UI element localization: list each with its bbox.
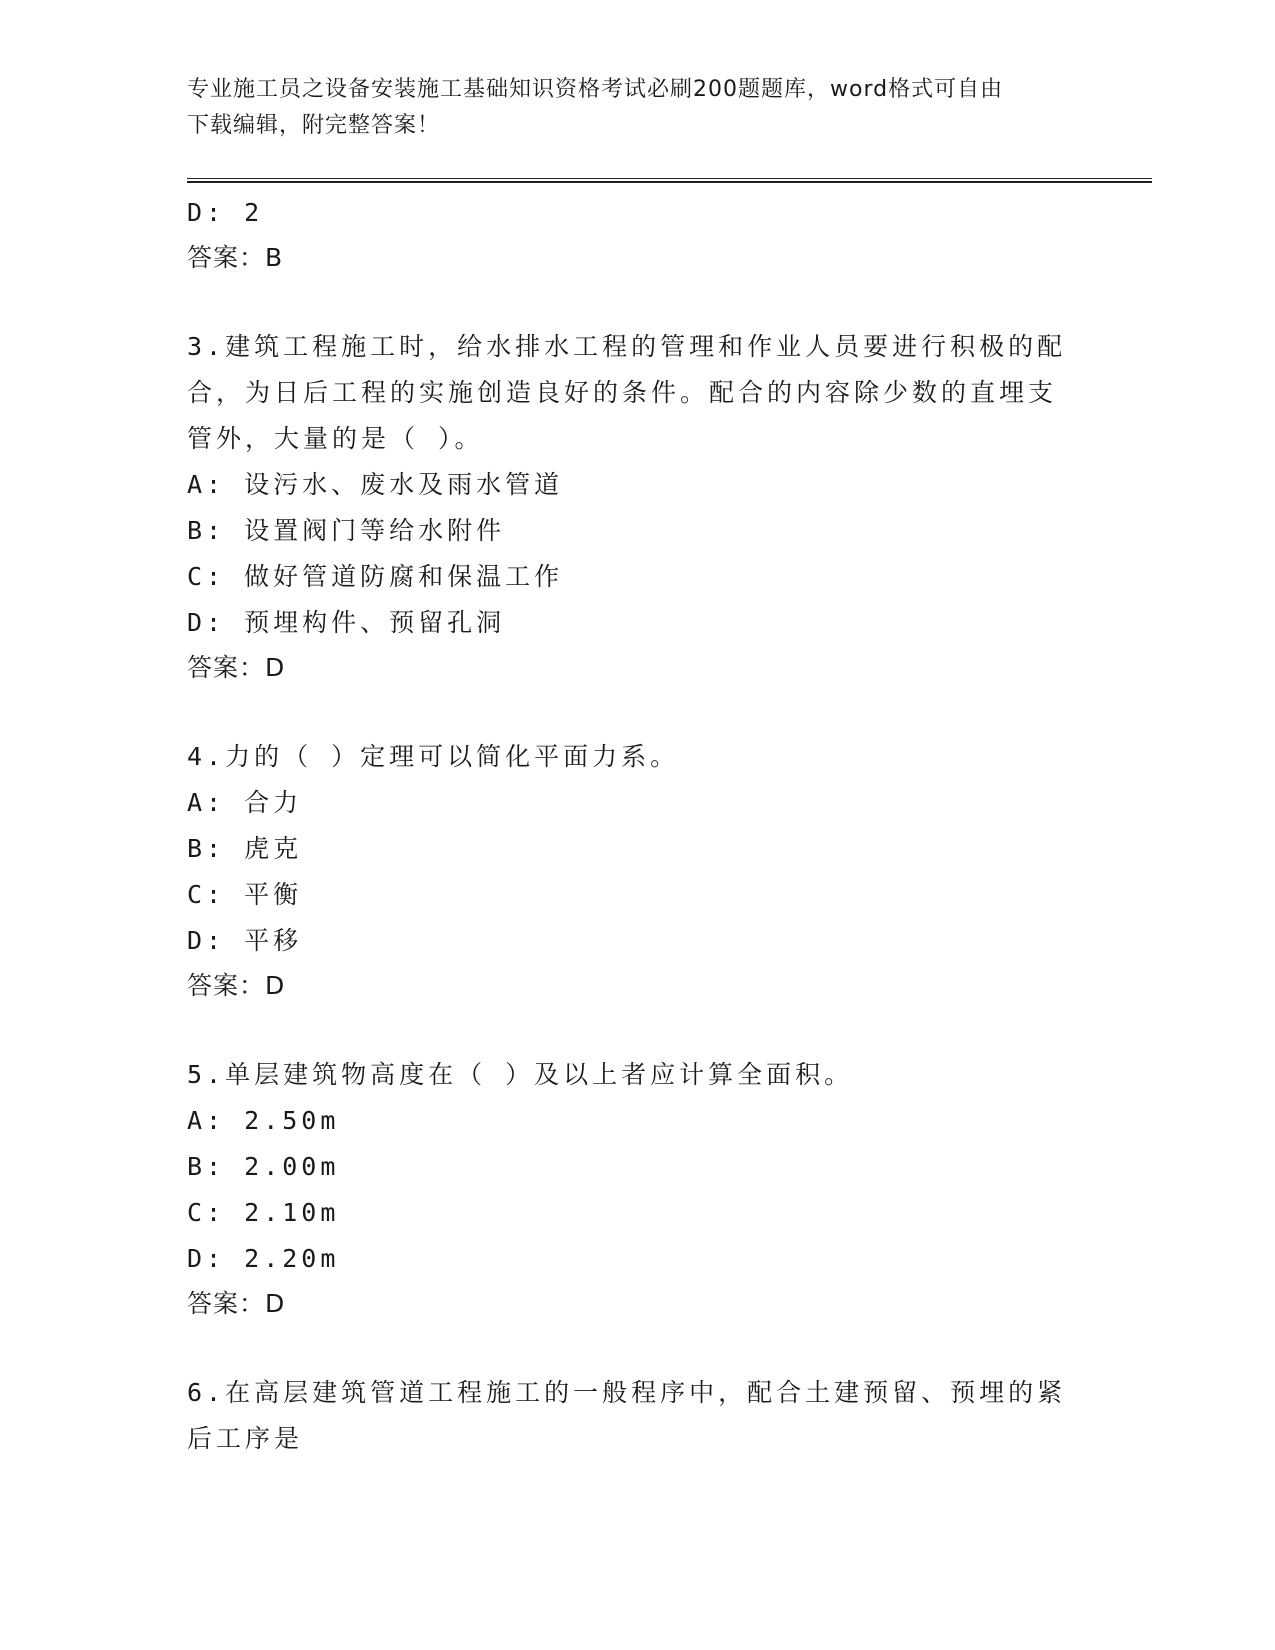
- q3-option-b: B: 设置阀门等给水附件: [187, 516, 506, 545]
- q5-option-b: B: 2.00m: [187, 1152, 340, 1181]
- q4-option-d: D: 平移: [187, 926, 303, 955]
- spacer: [187, 1326, 1067, 1370]
- q6-stem: [187, 1370, 1067, 1462]
- q2-answer: 答案：B: [187, 243, 284, 272]
- q4-option-c: C: 平衡: [187, 880, 303, 909]
- header-divider: [187, 178, 1152, 183]
- q3-stem-line-1: 3.建筑工程施工时，给水排水工程的管理和作业人员要进行积极的配: [187, 332, 1067, 361]
- header-line-2: 下载编辑，附完整答案！: [187, 113, 441, 138]
- q3-stem-line-3: 管外，大量的是（ ）。: [187, 424, 484, 453]
- q2-option-d: D: 2: [187, 198, 264, 227]
- spacer: [187, 690, 1067, 734]
- q5-option-c: C: 2.10m: [187, 1198, 340, 1227]
- q5-stem: 5.单层建筑物高度在（ ）及以上者应计算全面积。: [187, 1060, 854, 1089]
- q6-stem-line-1: 6.在高层建筑管道工程施工的一般程序中，配合土建预留、预埋的紧: [187, 1378, 1067, 1407]
- q4-option-b: B: 虎克: [187, 834, 303, 863]
- spacer: [187, 280, 1067, 324]
- q3-option-c: C: 做好管道防腐和保温工作: [187, 562, 564, 591]
- q3-option-a: A: 设污水、废水及雨水管道: [187, 470, 564, 499]
- q5-option-a: A: 2.50m: [187, 1106, 340, 1135]
- q4-answer: 答案：D: [187, 971, 286, 1000]
- q3-stem-line-2: 合，为日后工程的实施创造良好的条件。配合的内容除少数的直埋支: [187, 378, 1058, 407]
- q3-stem: [187, 324, 1067, 462]
- question-list: [187, 190, 1067, 1462]
- q3-option-d: D: 预埋构件、预留孔洞: [187, 608, 506, 637]
- page-header: [187, 72, 1067, 144]
- q5-answer: 答案：D: [187, 1289, 286, 1318]
- q4-option-a: A: 合力: [187, 788, 303, 817]
- q5-option-d: D: 2.20m: [187, 1244, 340, 1273]
- header-line-1: 专业施工员之设备安装施工基础知识资格考试必刷200题题库，word格式可自由: [187, 77, 1004, 102]
- q6-stem-line-2: 后工序是: [187, 1424, 304, 1453]
- q4-stem: 4.力的（ ）定理可以简化平面力系。: [187, 742, 680, 771]
- spacer: [187, 1008, 1067, 1052]
- q3-answer: 答案：D: [187, 653, 286, 682]
